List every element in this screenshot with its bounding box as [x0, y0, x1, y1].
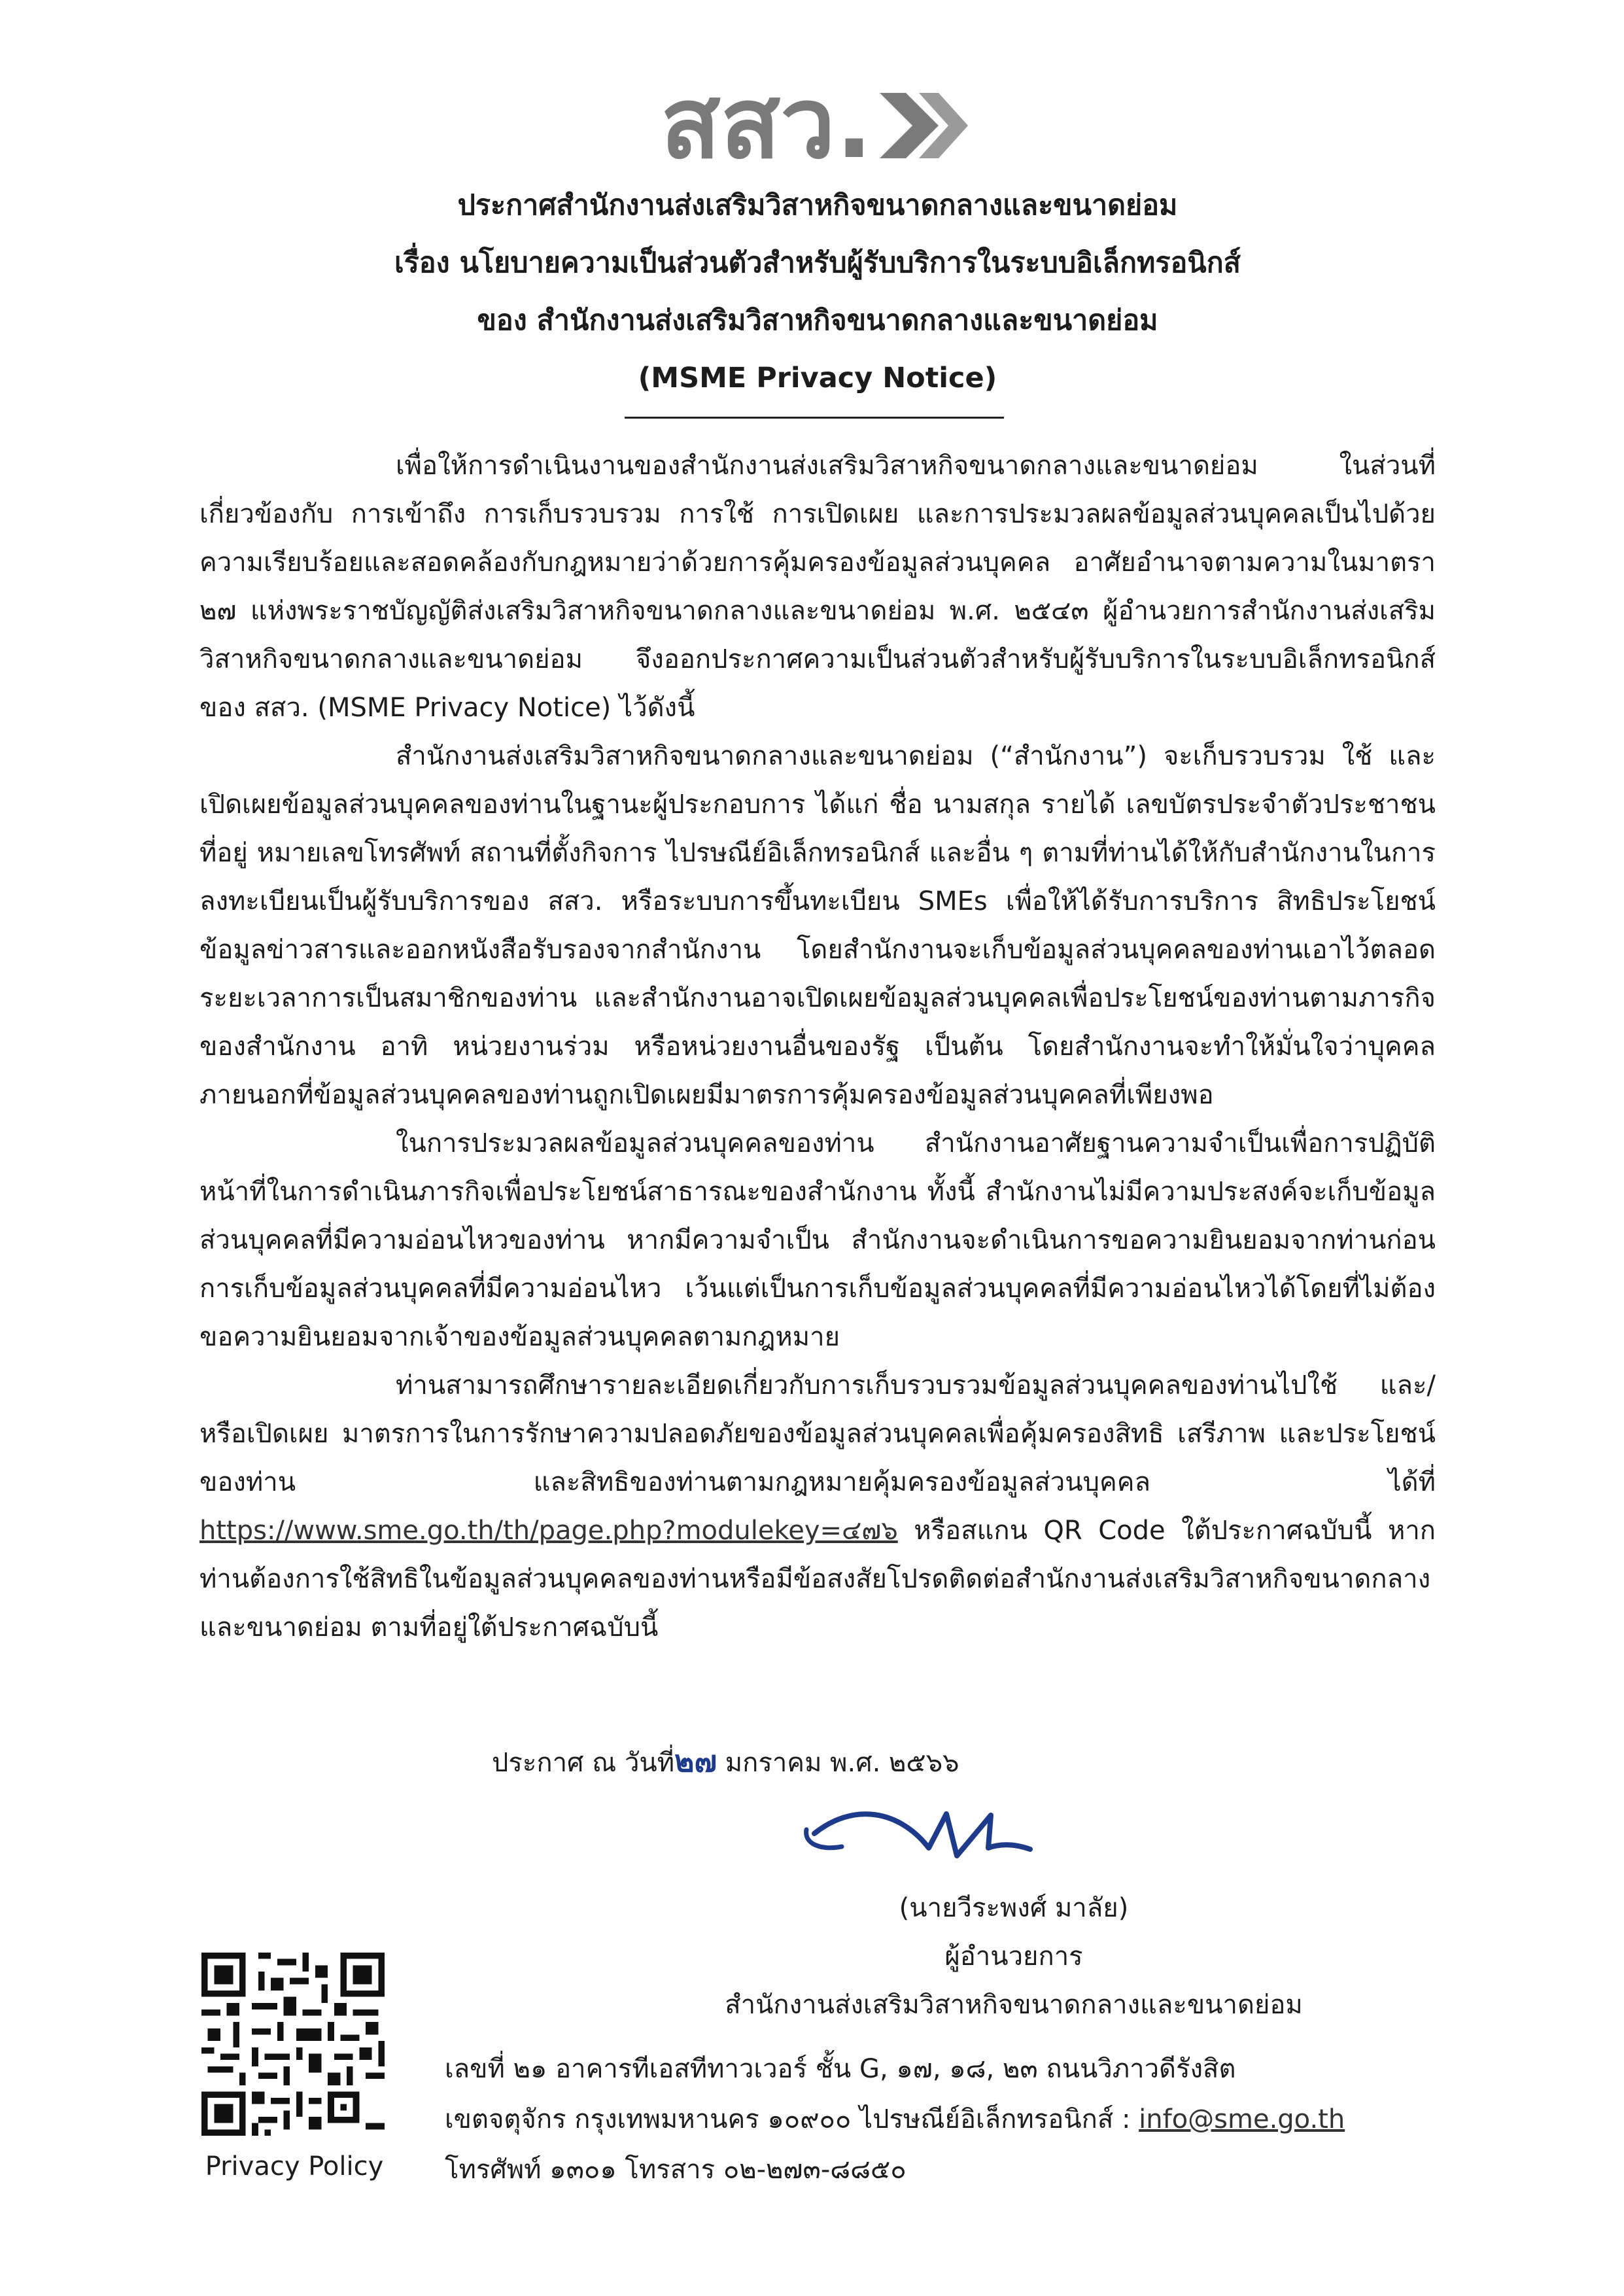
signer-block: [654, 1884, 1373, 2029]
director-signature: [795, 1796, 1043, 1874]
heading-line-2: เรื่อง นโยบายความเป็นส่วนตัวสำหรับผู้รับบริการในระบบอิเล็กทรอนิกส์: [394, 247, 1241, 279]
footer-district-text: เขตจตุจักร กรุงเทพมหานคร ๑๐๙๐๐ ไปรษณีย์อิเล็กทรอนิกส์ :: [445, 2104, 1139, 2134]
date-prefix: ประกาศ ณ วันที่: [492, 1748, 675, 1778]
heading-line-1: ประกาศสำนักงานส่งเสริมวิสาหกิจขนาดกลางและขนาดย่อม: [457, 189, 1178, 222]
privacy-policy-qr-code[interactable]: [201, 1953, 385, 2136]
logo-wordmark: สสว.: [661, 73, 873, 171]
announcement-date: [492, 1737, 959, 1787]
body-paragraph-4: [199, 1361, 1436, 1652]
qr-code-label: Privacy Policy: [205, 2151, 384, 2182]
footer-phone-line: โทรศัพท์ ๑๓๐๑ โทรสาร ๐๒-๒๗๓-๘๘๕๐: [445, 2155, 907, 2185]
logo-graphic: [661, 73, 968, 171]
contact-email-link[interactable]: info@sme.go.th: [1139, 2104, 1345, 2134]
signer-name: (นายวีระพงศ์ มาลัย): [899, 1893, 1129, 1923]
body-paragraph-2: สำนักงานส่งเสริมวิสาหกิจขนาดกลางและขนาดย่อม (“สำนักงาน”) จะเก็บรวบรวม ใช้ และเปิดเผยข้อมูลส่วนบุคคลของท่านในฐานะผู้ประกอบการ ได้แก่ ชื่อ นามสกุล รายได้ เลขบัตรประจำตัวประชาชน ที่อยู่ หมายเลขโทรศัพท์ สถานที่ตั้งกิจการ ไปรษณีย์อิเล็กทรอนิกส์ และอื่น ๆ ตามที่ท่านได้ให้กับสำนักงานในการลงทะเบียนเป็นผู้รับบริการของ สสว. หรือระบบการขึ้นทะเบียน SMEs เพื่อให้ได้รับการบริการ สิทธิประโยชน์ ข้อมูลข่าวสารและออกหนังสือรับรองจากสำนักงาน โดยสำนักงานจะเก็บข้อมูลส่วนบุคคลของท่านเอาไว้ตลอดระยะเวลาการเป็นสมาชิกของท่าน และสำนักงานอาจเปิดเผยข้อมูลส่วนบุคคลเพื่อประโยชน์ของท่านตามภารกิจของสำนักงาน อาทิ หน่วยงานร่วม หรือหน่วยงานอื่นของรัฐ เป็นต้น โดยสำนักงานจะทำให้มั่นใจว่าบุคคลภายนอกที่ข้อมูลส่วนบุคคลของท่านถูกเปิดเผยมีมาตรการคุ้มครองข้อมูลส่วนบุคคลที่เพียงพอ: [199, 741, 1436, 1110]
announcement-body: [199, 442, 1436, 1652]
body-paragraph-3: ในการประมวลผลข้อมูลส่วนบุคคลของท่าน สำนักงานอาศัยฐานความจำเป็นเพื่อการปฏิบัติหน้าที่ในการดำเนินภารกิจเพื่อประโยชน์สาธารณะของสำนักงาน ทั้งนี้ สำนักงานไม่มีความประสงค์จะเก็บข้อมูลส่วนบุคคลที่มีความอ่อนไหวของท่าน หากมีความจำเป็น สำนักงานจะดำเนินการขอความยินยอมจากท่านก่อนการเก็บข้อมูลส่วนบุคคลที่มีความอ่อนไหว เว้นแต่เป็นการเก็บข้อมูลส่วนบุคคลที่มีความอ่อนไหวได้โดยที่ไม่ต้องขอความยินยอมจากเจ้าของข้อมูลส่วนบุคคลตามกฎหมาย: [199, 1128, 1436, 1352]
qr-code-graphic: [201, 1953, 385, 2136]
date-day-handwritten: ๒๗: [674, 1743, 717, 1779]
agency-logo: [661, 73, 968, 171]
footer-district-email-line: [445, 2095, 1345, 2145]
paragraph-4-text-after: หรือสแกน QR Code ใต้ประกาศฉบับนี้ หากท่านต้องการใช้สิทธิในข้อมูลส่วนบุคคลของท่านหรือมีข้อสงสัยโปรดติดต่อสำนักงานส่งเสริมวิสาหกิจขนาดกลางและขนาดย่อม ตามที่อยู่ใต้ประกาศฉบับนี้: [199, 1516, 1436, 1643]
heading-divider: [625, 417, 1004, 419]
heading-line-3: ของ สำนักงานส่งเสริมวิสาหกิจขนาดกลางและขนาดย่อม: [477, 304, 1158, 337]
contact-footer: [445, 2044, 1345, 2195]
announcement-heading: [196, 177, 1439, 407]
footer-address-line: เลขที่ ๒๑ อาคารทีเอสทีทาวเวอร์ ชั้น G, ๑๗, ๑๘, ๒๓ ถนนวิภาวดีรังสิต: [445, 2054, 1236, 2084]
signer-organization: สำนักงานส่งเสริมวิสาหกิจขนาดกลางและขนาดย่อม: [725, 1990, 1303, 2020]
heading-line-4: (MSME Privacy Notice): [638, 362, 997, 394]
paragraph-4-text-before: ท่านสามารถศึกษารายละเอียดเกี่ยวกับการเก็บรวบรวมข้อมูลส่วนบุคคลของท่านไปใช้ และ/หรือเปิดเผย มาตรการในการรักษาความปลอดภัยของข้อมูลส่วนบุคคลเพื่อคุ้มครองสิทธิ เสรีภาพ และประโยชน์ของท่าน และสิทธิของท่านตามกฎหมายคุ้มครองข้อมูลส่วนบุคคล ได้ที่: [199, 1370, 1436, 1497]
signature-graphic: [795, 1796, 1043, 1874]
privacy-page-link[interactable]: https://www.sme.go.th/th/page.php?modulekey=๔๗๖: [199, 1516, 898, 1546]
body-paragraph-1: เพื่อให้การดำเนินงานของสำนักงานส่งเสริมวิสาหกิจขนาดกลางและขนาดย่อม ในส่วนที่เกี่ยวข้องกับ การเข้าถึง การเก็บรวบรวม การใช้ การเปิดเผย และการประมวลผลข้อมูลส่วนบุคคลเป็นไปด้วยความเรียบร้อยและสอดคล้องกับกฎหมายว่าด้วยการคุ้มครองข้อมูลส่วนบุคคล อาศัยอำนาจตามความในมาตรา ๒๗ แห่งพระราชบัญญัติส่งเสริมวิสาหกิจขนาดกลางและขนาดย่อม พ.ศ. ๒๕๔๓ ผู้อำนวยการสำนักงานส่งเสริมวิสาหกิจขนาดกลางและขนาดย่อม จึงออกประกาศความเป็นส่วนตัวสำหรับผู้รับบริการในระบบอิเล็กทรอนิกส์ของ สสว. (MSME Privacy Notice) ไว้ดังนี้: [199, 451, 1436, 723]
date-suffix: มกราคม พ.ศ. ๒๕๖๖: [717, 1748, 959, 1778]
signer-position: ผู้อำนวยการ: [944, 1941, 1083, 1972]
